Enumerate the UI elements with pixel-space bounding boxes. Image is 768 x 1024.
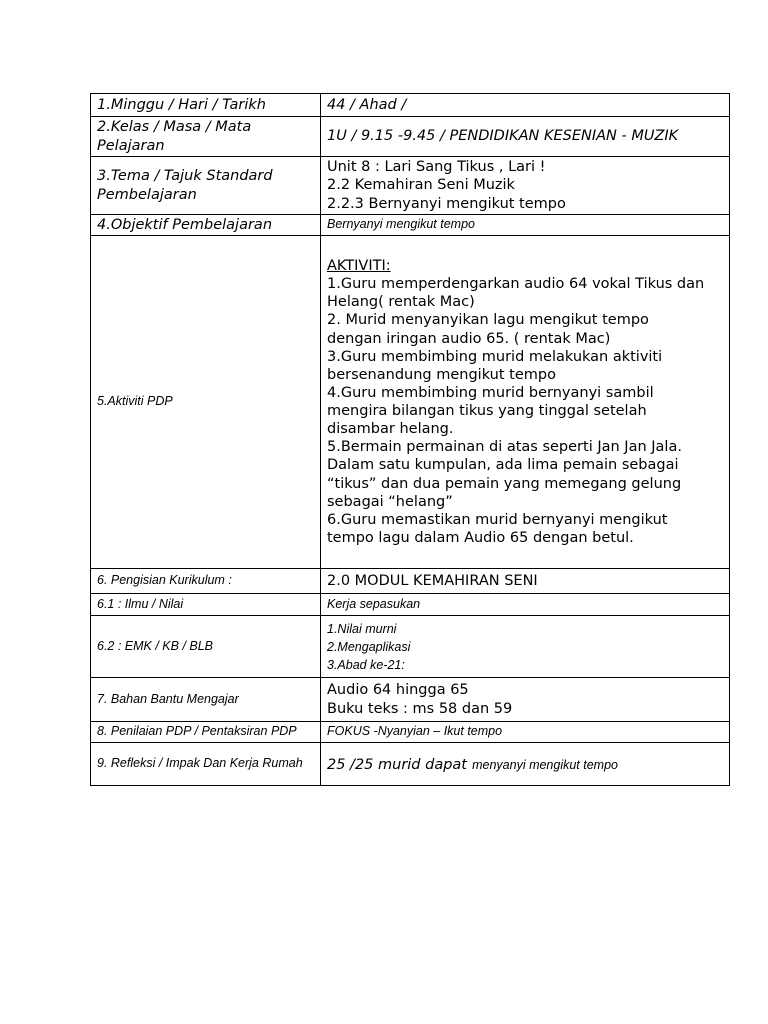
table-row xyxy=(91,616,730,678)
aktiviti-line: 3.Guru membimbing murid melakukan aktiviti xyxy=(327,348,663,365)
aktiviti-line: tempo lagu dalam Audio 65 dengan betul. xyxy=(327,529,634,546)
aktiviti-line: 4.Guru membimbing murid bernyanyi sambil xyxy=(327,384,654,401)
bahan-line: Buku teks : ms 58 dan 59 xyxy=(327,700,513,717)
row-value-penilaian: FOKUS -Nyanyian – Ikut tempo xyxy=(321,722,730,743)
aktiviti-line: bersenandung mengikut tempo xyxy=(327,366,556,383)
table-row xyxy=(91,157,730,215)
aktiviti-line: disambar helang. xyxy=(327,421,454,438)
row-value-kelas: 1U / 9.15 -9.45 / PENDIDIKAN KESENIAN - MUZIK xyxy=(321,117,730,157)
aktiviti-line: Dalam satu kumpulan, ada lima pemain sebagai xyxy=(327,457,679,474)
refleksi-main: 25 /25 murid dapat xyxy=(327,756,467,773)
aktiviti-line: 6.Guru memastikan murid bernyanyi mengikut xyxy=(327,511,668,528)
row-value-ilmu: Kerja sepasukan xyxy=(321,594,730,616)
row-label-kelas: 2.Kelas / Masa / Mata Pelajaran xyxy=(91,117,321,157)
table-row xyxy=(91,594,730,616)
aktiviti-line: 5.Bermain permainan di atas seperti Jan Jan Jala. xyxy=(327,439,682,456)
tema-line: Unit 8 : Lari Sang Tikus , Lari ! xyxy=(327,159,546,176)
aktiviti-line: sebagai “helang” xyxy=(327,493,453,510)
table-row xyxy=(91,722,730,743)
row-value-pengisian: 2.0 MODUL KEMAHIRAN SENI xyxy=(321,569,730,594)
bahan-line: Audio 64 hingga 65 xyxy=(327,682,469,699)
table-row xyxy=(91,678,730,722)
table-row xyxy=(91,569,730,594)
row-value-minggu: 44 / Ahad / xyxy=(321,94,730,117)
row-value-tema xyxy=(321,157,730,215)
table-row xyxy=(91,215,730,236)
refleksi-tail: menyanyi mengikut tempo xyxy=(472,757,618,772)
row-label-emk: 6.2 : EMK / KB / BLB xyxy=(91,616,321,678)
row-label-ilmu: 6.1 : Ilmu / Nilai xyxy=(91,594,321,616)
table-row xyxy=(91,117,730,157)
table-row xyxy=(91,743,730,786)
emk-line: 3.Abad ke-21: xyxy=(327,657,405,672)
row-value-refleksi xyxy=(321,743,730,786)
row-label-minggu: 1.Minggu / Hari / Tarikh xyxy=(91,94,321,117)
row-label-bahan: 7. Bahan Bantu Mengajar xyxy=(91,678,321,722)
lesson-plan-table xyxy=(90,93,730,786)
row-value-emk xyxy=(321,616,730,678)
aktiviti-line: 2. Murid menyanyikan lagu mengikut tempo xyxy=(327,312,649,329)
row-value-objektif: Bernyanyi mengikut tempo xyxy=(321,215,730,236)
emk-line: 1.Nilai murni xyxy=(327,621,397,636)
tema-line: 2.2.3 Bernyanyi mengikut tempo xyxy=(327,195,566,212)
tema-line: 2.2 Kemahiran Seni Muzik xyxy=(327,177,515,194)
row-value-aktiviti xyxy=(321,236,730,569)
row-label-aktiviti: 5.Aktiviti PDP xyxy=(91,236,321,569)
row-label-pengisian: 6. Pengisian Kurikulum : xyxy=(91,569,321,594)
row-label-tema: 3.Tema / Tajuk Standard Pembelajaran xyxy=(91,157,321,215)
aktiviti-line: 1.Guru memperdengarkan audio 64 vokal Tikus dan xyxy=(327,276,705,293)
aktiviti-line: Helang( rentak Mac) xyxy=(327,294,475,311)
row-label-refleksi: 9. Refleksi / Impak Dan Kerja Rumah xyxy=(91,743,321,786)
aktiviti-heading: AKTIVITI: xyxy=(327,258,391,274)
emk-line: 2.Mengaplikasi xyxy=(327,639,411,654)
row-value-bahan xyxy=(321,678,730,722)
table-row xyxy=(91,94,730,117)
row-label-penilaian: 8. Penilaian PDP / Pentaksiran PDP xyxy=(91,722,321,743)
aktiviti-line: “tikus” dan dua pemain yang memegang gelung xyxy=(327,475,682,492)
row-label-objektif: 4.Objektif Pembelajaran xyxy=(91,215,321,236)
table-row xyxy=(91,236,730,569)
aktiviti-line: mengira bilangan tikus yang tinggal setelah xyxy=(327,403,647,419)
aktiviti-line: dengan iringan audio 65. ( rentak Mac) xyxy=(327,330,611,347)
